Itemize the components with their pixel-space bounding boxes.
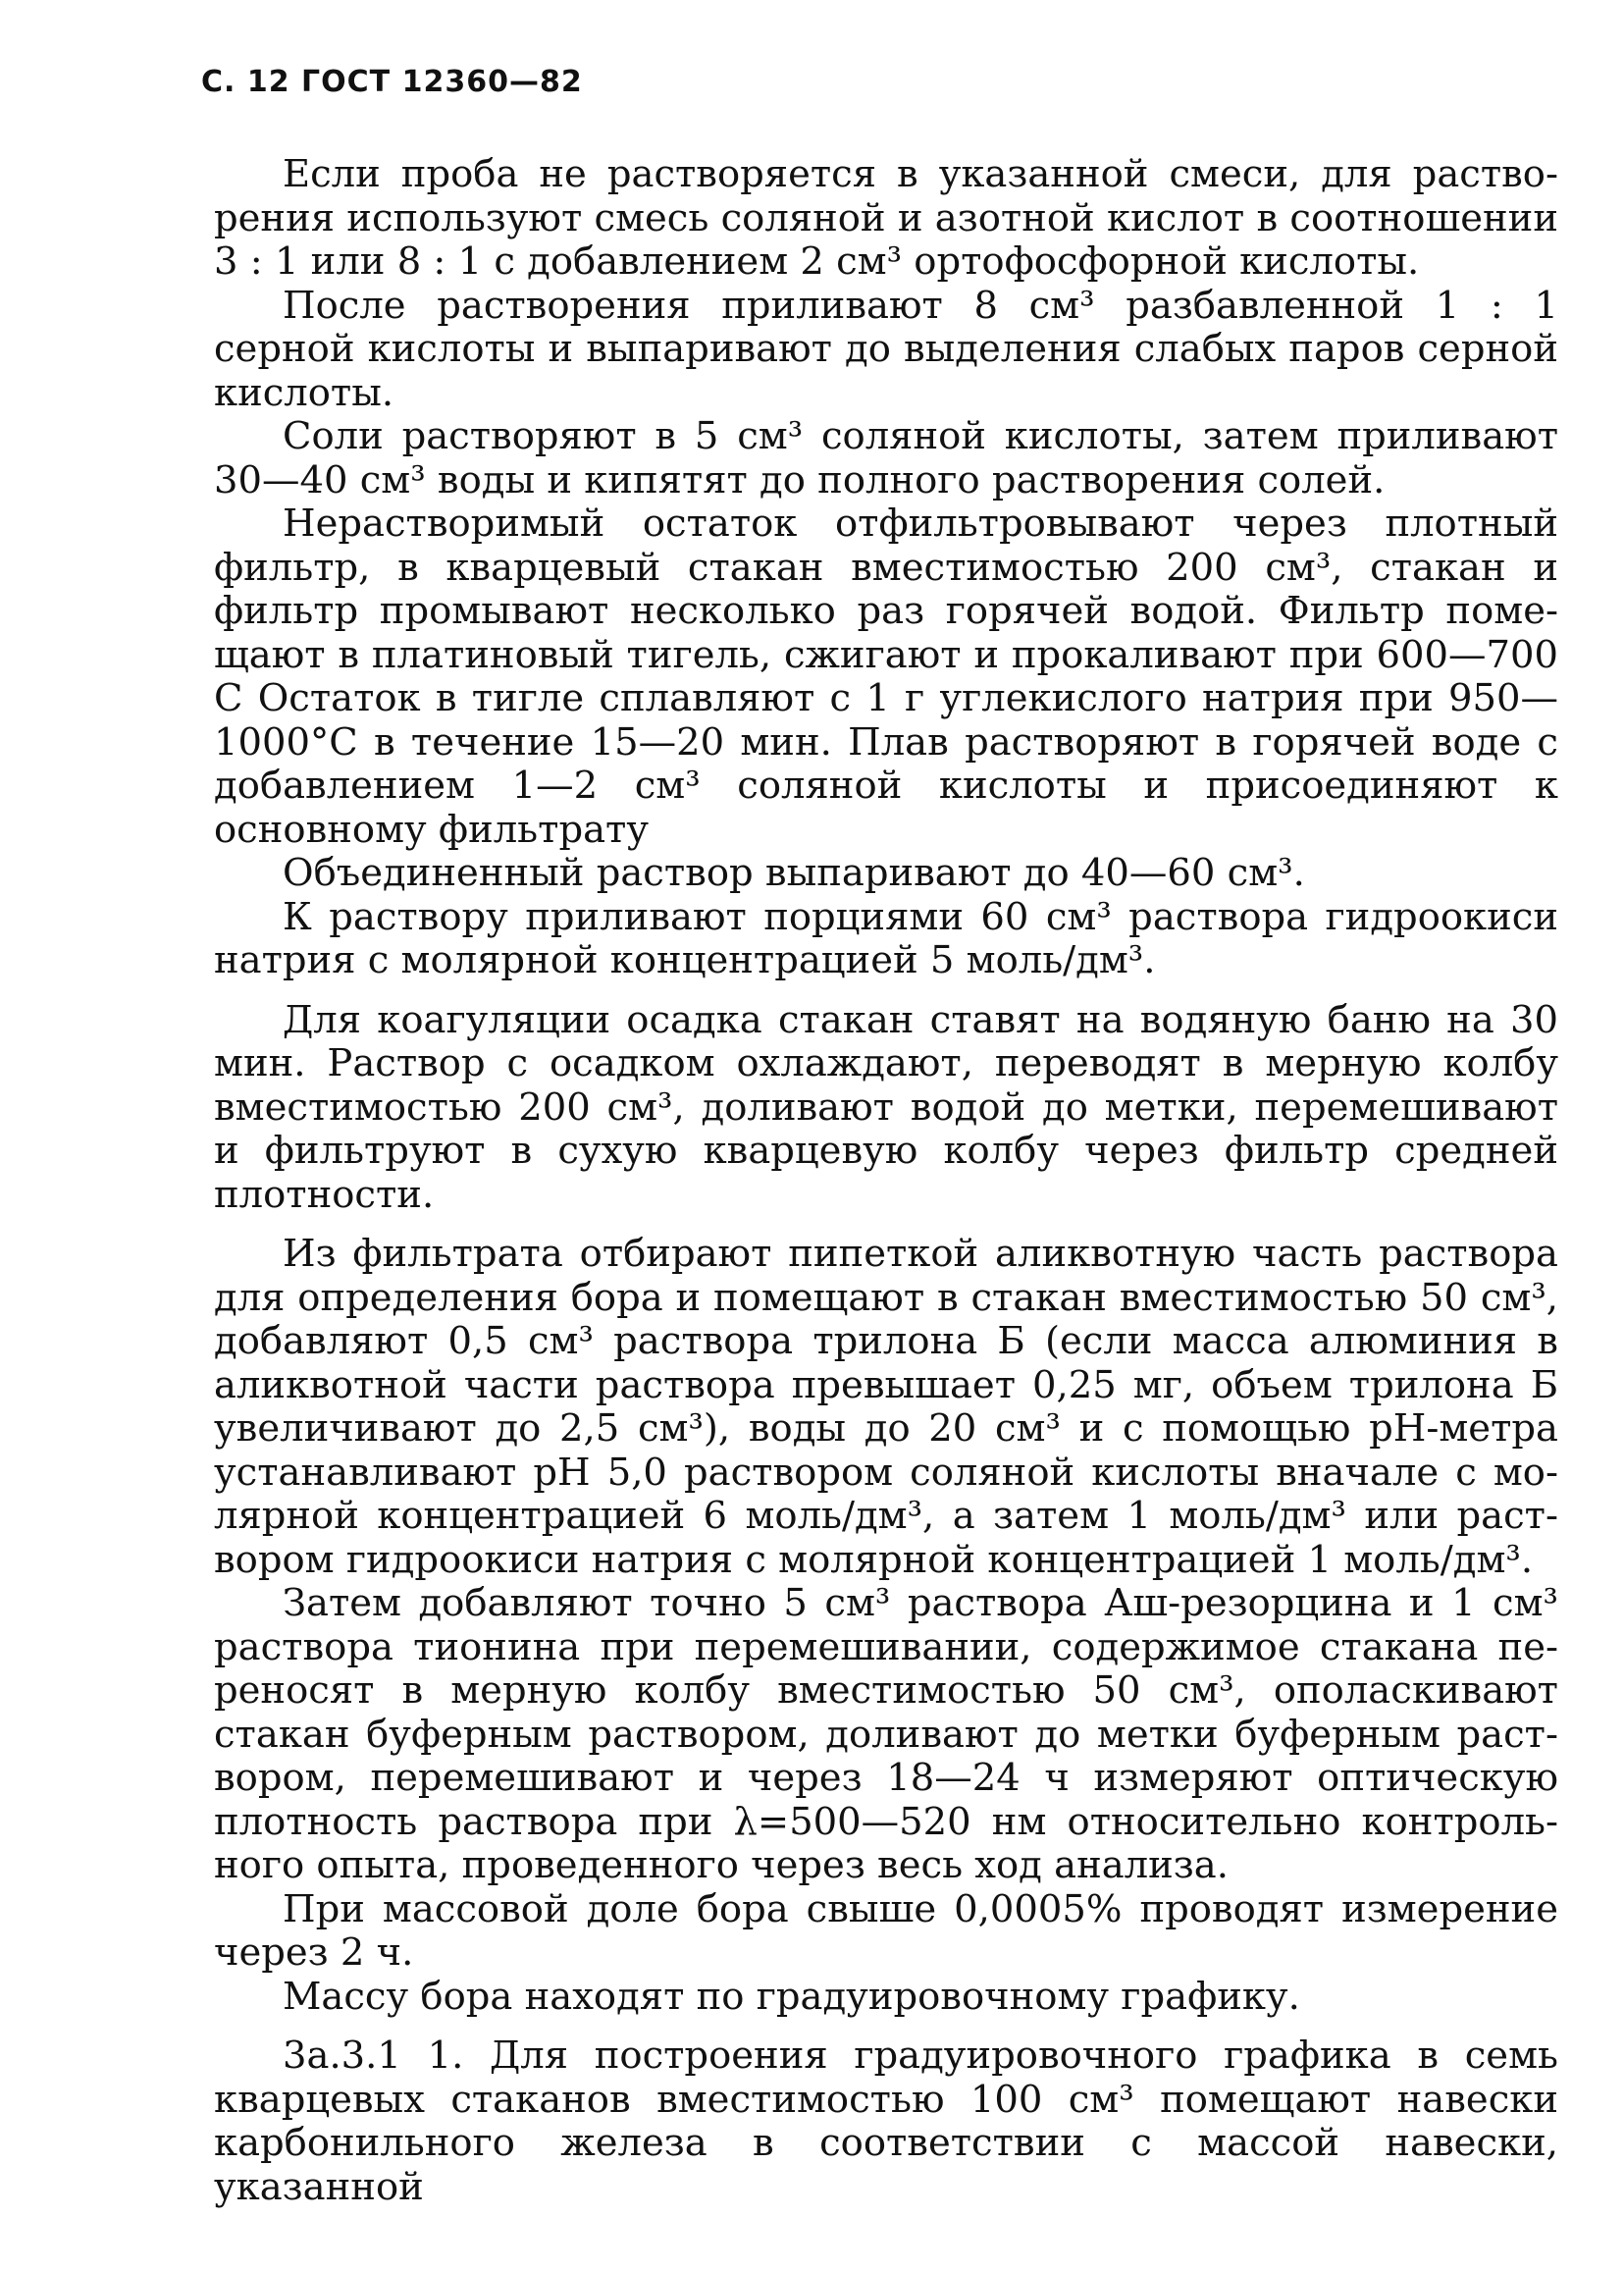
paragraph-8: Из фильтрата отбирают пипеткой аликвотную часть раствора для определения бора и помещают в стакан вместимостью 50 см³, добавляют 0,5 см³ раствора трилона Б (если масса алюминия в аликвотной части раствора превышает 0,25 мг, объем трилона Б увеличивают до 2,5 см³), воды до 20 см³ и с помощью pH-метра устанавливают pH 5,0 раствором соляной кислоты вначале с молярной концентрацией 6 моль/дм³, а затем 1 моль/дм³ или раствором гидроокиси натрия с молярной концентрацией 1 моль/дм³. [214, 1232, 1558, 1582]
paragraph-5: Объединенный раствор выпаривают до 40—60 см³. [283, 851, 1305, 895]
paragraph-9: Затем добавляют точно 5 см³ раствора Аш-резорцина и 1 см³ раствора тионина при перемешивании, содержимое стакана переносят в мерную колбу вместимостью 50 см³, ополаскивают стакан буферным раствором, доливают до метки буферным раствором, перемешивают и через 18—24 ч измеряют оптическую плотность раствора при λ=500—520 нм относительно контрольного опыта, проведенного через весь ход анализа. [214, 1581, 1558, 1887]
paragraph-6: К раствору приливают порциями 60 см³ раствора гидроокиси натрия с молярной концентрацией 5 моль/дм³. [214, 894, 1558, 982]
paragraph-12: 3а.3.1 1. Для построения градуировочного графика в семь кварцевых стаканов вместимостью 100 см³ помещают навески карбонильного железа в соответствии с массой навески, указанной [214, 2033, 1558, 2209]
paragraph-3: Соли растворяют в 5 см³ соляной кислоты, затем приливают 30—40 см³ воды и кипятят до полного растворения солей. [214, 414, 1558, 502]
paragraph-7: Для коагуляции осадка стакан ставят на водяную баню на 30 мин. Раствор с осадком охлаждают, переводят в мерную колбу вместимостью 200 см³, доливают водой до метки, перемешивают и фильтруют в сухую кварцевую колбу через фильтр средней плотности. [214, 997, 1558, 1217]
paragraph-1: Если проба не растворяется в указанной смеси, для растворения используют смесь соляной и азотной кислот в соотношении 3 : 1 или 8 : 1 с добавлением 2 см³ ортофосфорной кислоты. [214, 152, 1558, 284]
paragraph-10: При массовой доле бора свыше 0,0005% проводят измерение через 2 ч. [214, 1886, 1558, 1975]
paragraph-2: После растворения приливают 8 см³ разбавленной 1 : 1 серной кислоты и выпаривают до выделения слабых паров серной кислоты. [214, 283, 1558, 415]
body-text [214, 153, 1558, 2209]
paragraph-11: Массу бора находят по градуировочному графику. [283, 1974, 1300, 2019]
running-head: С. 12 ГОСТ 12360—82 [201, 65, 583, 99]
paragraph-4: Нерастворимый остаток отфильтровывают через плотный фильтр, в кварцевый стакан вместимостью 200 см³, стакан и фильтр промывают несколько раз горячей водой. Фильтр помещают в платиновый тигель, сжигают и прокаливают при 600—700 С Остаток в тигле сплавляют с 1 г углекислого натрия при 950—1000°С в течение 15—20 мин. Плав растворяют в горячей воде с добавлением 1—2 см³ соляной кислоты и присоединяют к основному фильтрату [214, 502, 1558, 852]
